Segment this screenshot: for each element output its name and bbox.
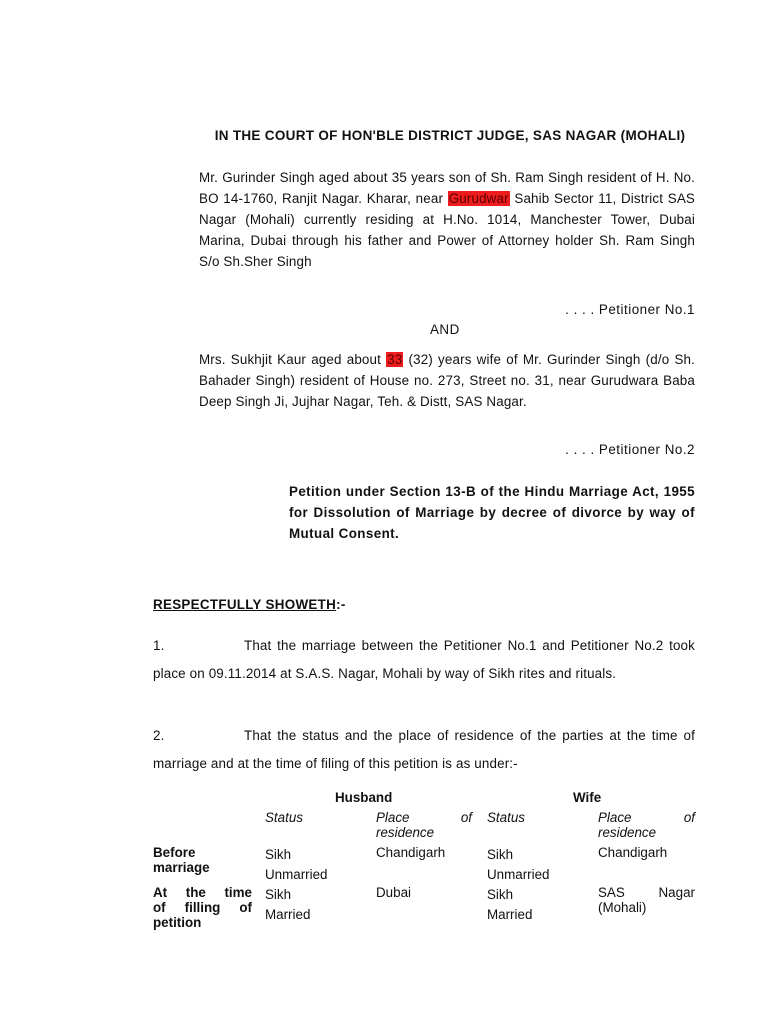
paragraph-number: 2.: [153, 728, 165, 743]
petitioner2-description: [199, 349, 695, 412]
husband-place-header: [376, 810, 472, 840]
paragraph-text: That the marriage between the Petitioner No.1 and Petitioner No.2 took place on 09.11.2014 at S.A.S. Nagar, Mohali by way of Sikh rites and rituals.: [153, 638, 695, 681]
label-word: of: [153, 900, 166, 915]
cell-text: (Mohali): [598, 900, 647, 915]
cell-word: Nagar: [658, 885, 695, 900]
wife-place-filing: [598, 885, 695, 915]
highlighted-word: Gurudwar: [448, 191, 509, 206]
cell-text: Sikh: [265, 887, 292, 902]
of-word: of: [460, 810, 472, 825]
place-word: Place: [598, 810, 632, 825]
petitioner1-label: . . . . Petitioner No.1: [565, 302, 695, 317]
husband-place-before: Chandigarh: [376, 845, 446, 860]
cell-text: Unmarried: [265, 867, 328, 882]
and-separator: AND: [430, 322, 460, 337]
label-word: At: [153, 885, 168, 900]
husband-header: Husband: [335, 790, 393, 805]
showeth-suffix: :-: [336, 597, 346, 612]
row-label-at-filing: [153, 885, 252, 930]
cell-word: SAS: [598, 885, 625, 900]
label-word: of: [239, 900, 252, 915]
wife-header: Wife: [573, 790, 602, 805]
paragraph-number: 1.: [153, 638, 165, 653]
wife-status-before: [487, 845, 550, 885]
husband-status-filing: [265, 885, 310, 925]
wife-place-before: Chandigarh: [598, 845, 668, 860]
petitioner2-text-b: (32) years wife of Mr. Gurinder Singh (d/o Sh. Bahader Singh) resident of House no. 273, Street no. 31, near Gurudwara Baba Deep Singh Ji, Jujhar Nagar, Teh. & Distt, SAS Nagar.: [199, 352, 695, 409]
of-word: of: [683, 810, 695, 825]
cell-text: Sikh: [487, 847, 514, 862]
cell-text: Sikh: [487, 887, 514, 902]
husband-status-before: [265, 845, 328, 885]
husband-status-header: Status: [265, 810, 303, 825]
court-title: IN THE COURT OF HON'BLE DISTRICT JUDGE, SAS NAGAR (MOHALI): [214, 128, 686, 143]
wife-status-header: Status: [487, 810, 525, 825]
residence-word: residence: [598, 825, 657, 840]
cell-text: Married: [265, 907, 311, 922]
wife-status-filing: [487, 885, 532, 925]
paragraph-text: That the status and the place of residence of the parties at the time of marriage and at the time of filing of this petition is as under:-: [153, 728, 695, 771]
row-label-line: Before: [153, 845, 196, 860]
place-word: Place: [376, 810, 410, 825]
cell-text: Unmarried: [487, 867, 550, 882]
paragraph-2: [153, 722, 695, 778]
label-word: time: [224, 885, 252, 900]
row-label-line: marriage: [153, 860, 210, 875]
petitioner1-description: [199, 167, 695, 272]
label-word: filling: [184, 900, 221, 915]
showeth-text: RESPECTFULLY SHOWETH: [153, 597, 337, 612]
paragraph-1: [153, 632, 695, 688]
highlighted-age: 33: [387, 352, 403, 367]
cell-text: Married: [487, 907, 533, 922]
cell-text: Sikh: [265, 847, 292, 862]
label-word: petition: [153, 915, 202, 930]
row-label-before-marriage: [153, 845, 210, 875]
petitioner2-label: . . . . Petitioner No.2: [565, 442, 695, 457]
petitioner1-text-b: Sahib Sector 11, District SAS Nagar (Mohali) currently residing at H.No. 1014, Manchester Tower, Dubai Marina, Dubai through his father and Power of Attorney holder Sh. Ram Singh S/o Sh.Sher Singh: [199, 191, 695, 269]
respectfully-showeth-heading: [153, 597, 346, 612]
petitioner2-text-a: Mrs. Sukhjit Kaur aged about: [199, 352, 387, 367]
residence-word: residence: [376, 825, 435, 840]
label-word: the: [185, 885, 206, 900]
husband-place-filing: Dubai: [376, 885, 411, 900]
petition-title: Petition under Section 13-B of the Hindu Marriage Act, 1955 for Dissolution of Marriage by decree of divorce by way of Mutual Consent.: [289, 484, 695, 541]
wife-place-header: [598, 810, 695, 840]
petitioner1-text-a: Mr. Gurinder Singh aged about 35 years son of Sh. Ram Singh resident of H. No. BO 14-1760, Ranjit Nagar. Kharar, near: [199, 170, 695, 206]
